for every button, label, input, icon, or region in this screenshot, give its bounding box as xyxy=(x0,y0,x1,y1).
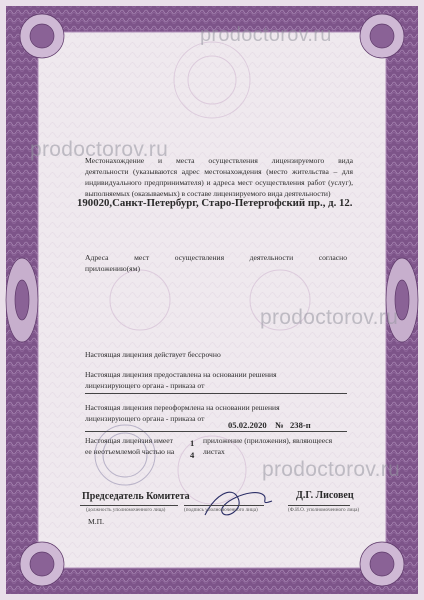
annex-label: приложение (приложения), являющееся xyxy=(203,436,333,445)
annex-count: 1 xyxy=(190,438,195,448)
signer-name-caption: (Ф.И.О. уполномоченного лица) xyxy=(288,507,360,513)
watermark: prodoctorov.ru xyxy=(260,306,399,329)
ornament-left-medallion xyxy=(6,258,38,342)
granted-basis-line-1: Настоящая лицензия предоставлена на основании решения xyxy=(85,370,277,379)
signature-caption: (подпись уполномоченного лица) xyxy=(184,507,258,513)
order-number: 238-п xyxy=(290,420,311,430)
annex-addresses-line-2: приложению(ям) xyxy=(85,264,140,273)
location-heading-line-3: индивидуального предпринимателя) и адреса мест осуществления работ (услуг), xyxy=(85,178,353,187)
annex-addresses-line-1: Адреса мест осуществления деятельности согласно xyxy=(85,253,347,262)
reissued-basis-line-1: Настоящая лицензия переоформлена на основании решения xyxy=(85,403,280,412)
stamp-place: М.П. xyxy=(88,517,105,526)
signer-name: Д.Г. Лисовец xyxy=(296,490,354,501)
organization-address: 190020,Санкт-Петербург, Старо-Петергофский пр., д. 12. xyxy=(77,197,353,209)
order-number-label: № xyxy=(275,420,284,430)
location-heading-line-4: выполняемых (оказываемых) в составе лицензируемого вида деятельности) xyxy=(85,189,331,198)
sheet-count: 4 xyxy=(190,450,195,460)
watermark: prodoctorov.ru xyxy=(30,138,169,161)
reissued-basis-line-2: лицензирующего органа - приказа от xyxy=(85,414,205,423)
ornament-bottom-right xyxy=(360,542,404,586)
ornament-top-left xyxy=(20,14,64,58)
ornament-bottom-left xyxy=(20,542,64,586)
annex-has-label: Настоящая лицензия имеет xyxy=(85,436,173,445)
annex-part-label: ее неотъемлемой частью на xyxy=(85,447,175,456)
location-heading-line-2: деятельности (указываются адрес местонахождения (место жительства – для xyxy=(85,167,353,176)
watermark: prodoctorov.ru xyxy=(262,458,401,481)
location-heading-line-1: Местонахождение и места осуществления лицензируемого вида xyxy=(85,156,353,165)
validity-statement: Настоящая лицензия действует бессрочно xyxy=(85,350,221,359)
ornament-top-right xyxy=(360,14,404,58)
sheets-label: листах xyxy=(203,447,225,456)
position-caption: (должность уполномоченного лица) xyxy=(86,507,166,513)
granted-basis-line-2: лицензирующего органа - приказа от xyxy=(85,381,205,390)
watermark: prodoctorov.ru xyxy=(200,24,332,46)
signer-position: Председатель Комитета xyxy=(82,491,190,502)
order-date: 05.02.2020 xyxy=(228,420,267,430)
